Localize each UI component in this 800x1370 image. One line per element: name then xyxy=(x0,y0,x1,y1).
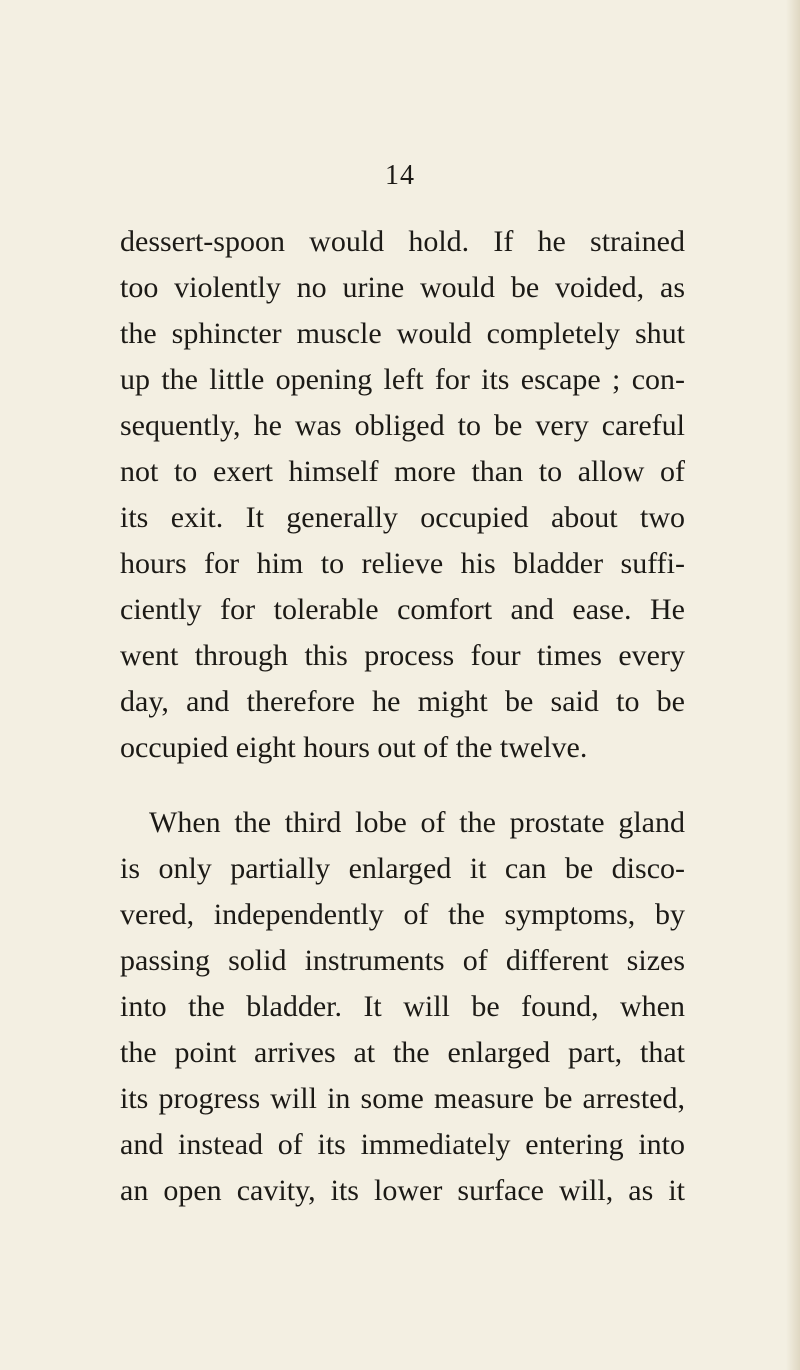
text-line: vered, independently of the symptoms, by xyxy=(120,898,685,931)
text-line: dessert-spoon would hold. If he strained xyxy=(120,225,685,258)
text-line: occupied eight hours out of the twelve. xyxy=(120,731,588,764)
text-line: and instead of its immediately entering into xyxy=(120,1128,685,1161)
page-number: 14 xyxy=(385,160,415,191)
text-line: ciently for tolerable comfort and ease. He xyxy=(120,593,685,626)
text-line: its progress will in some measure be arrested, xyxy=(120,1082,685,1115)
text-line: not to exert himself more than to allow of xyxy=(120,455,685,488)
text-line: too violently no urine would be voided, as xyxy=(120,271,685,304)
text-line: an open cavity, its lower surface will, as it xyxy=(120,1174,685,1207)
text-line: the sphincter muscle would completely shut xyxy=(120,317,685,350)
text-line: the point arrives at the enlarged part, that xyxy=(120,1036,685,1069)
text-line: day, and therefore he might be said to be xyxy=(120,685,685,718)
text-line: hours for him to relieve his bladder suffi- xyxy=(120,547,685,580)
text-line: its exit. It generally occupied about two xyxy=(120,501,685,534)
text-line: up the little opening left for its escape ; con- xyxy=(120,363,685,396)
text-line: into the bladder. It will be found, when xyxy=(120,990,685,1023)
text-line: is only partially enlarged it can be disco- xyxy=(120,852,685,885)
text-line: When the third lobe of the prostate gland xyxy=(149,806,685,839)
page-edge-shadow xyxy=(786,0,800,1370)
text-line: sequently, he was obliged to be very careful xyxy=(120,409,685,442)
text-line: passing solid instruments of different sizes xyxy=(120,944,685,977)
text-line: went through this process four times every xyxy=(120,639,685,672)
